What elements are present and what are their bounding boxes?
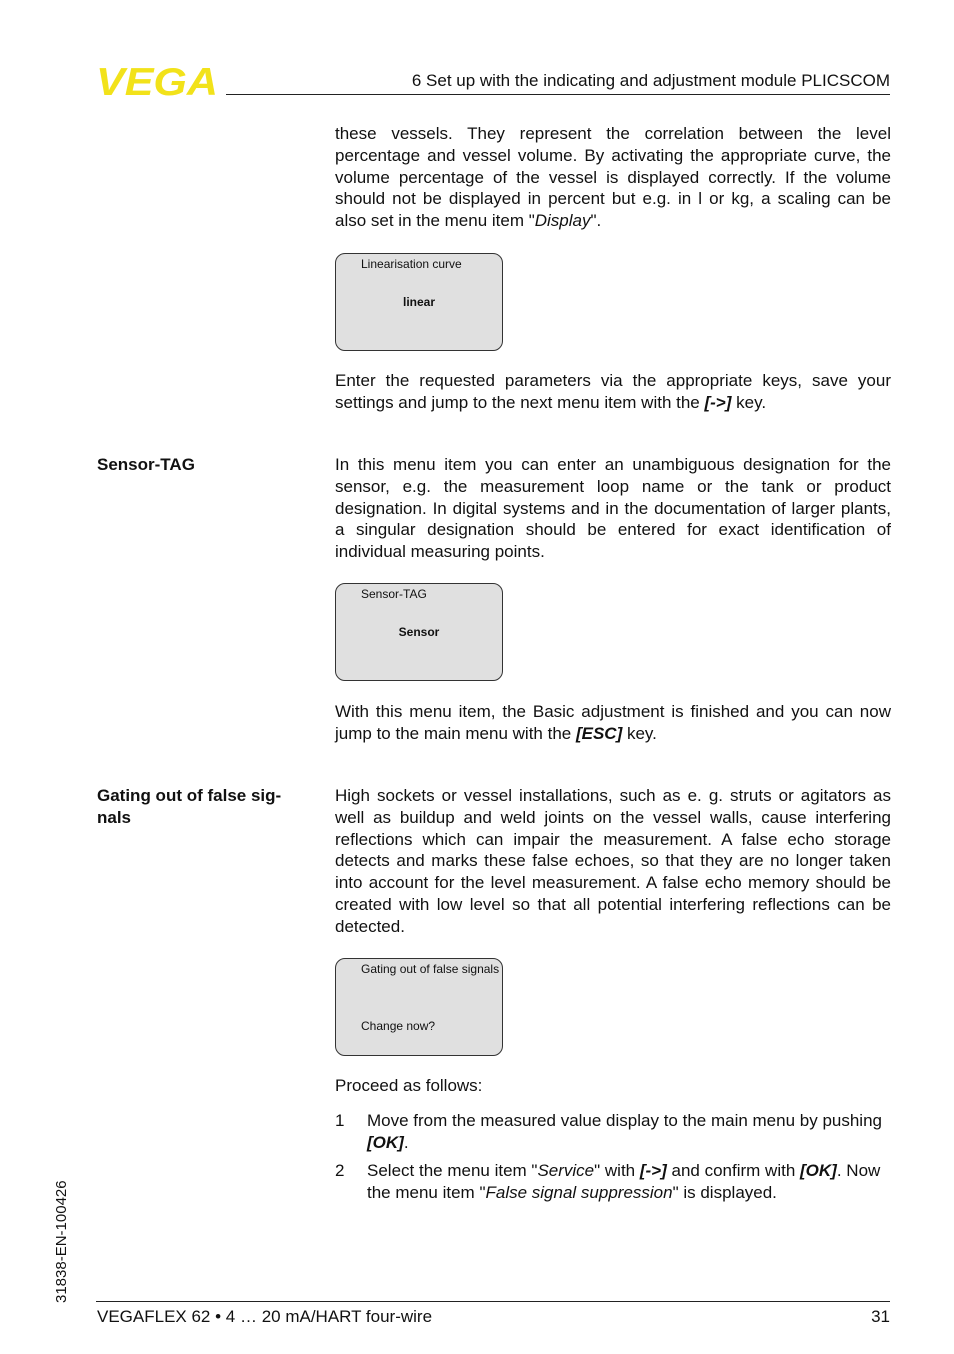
display-title: Gating out of false signals xyxy=(361,962,500,976)
basic-adjustment-finished-paragraph: With this menu item, the Basic adjustment is finished and you can now jump to the main menu with the [ESC] key. xyxy=(335,702,891,743)
section-label-sensor-tag: Sensor-TAG xyxy=(97,455,195,474)
step-1-text: Move from the measured value display to the main menu by pushing [OK]. xyxy=(367,1111,882,1152)
display-prompt: Change now? xyxy=(361,1019,436,1033)
intro-paragraph: these vessels. They represent the correlation between the level percentage and vessel volume. By activating the appropriate curve, the volume percentage of the vessel is displayed correctly. If the volume should not be displayed in percent but e.g. in l or kg, a scaling can be also set in the menu item "Display". xyxy=(335,124,891,231)
step-number: 1 xyxy=(335,1111,345,1130)
footer-divider xyxy=(96,1301,890,1302)
logo-wordmark: VEGA xyxy=(96,64,218,98)
step-2-text: Select the menu item "Service" with [->] and confirm with [OK]. Now the menu item "False signal suppression" is displayed. xyxy=(367,1161,881,1202)
footer-product: VEGAFLEX 62 • 4 … 20 mA/HART four-wire xyxy=(97,1307,433,1326)
chapter-heading: 6 Set up with the indicating and adjustment module PLICSCOM xyxy=(411,71,890,90)
display-title: Linearisation curve xyxy=(361,257,462,271)
display-value: Sensor xyxy=(398,625,440,639)
document-id: 31838-EN-100426 xyxy=(53,1180,70,1303)
display-gating xyxy=(335,958,503,1056)
key-ok: [OK] xyxy=(367,1132,404,1152)
display-linearisation-curve xyxy=(335,253,503,351)
step-number: 2 xyxy=(335,1161,345,1180)
sensor-tag-paragraph: In this menu item you can enter an unambiguous designation for the sensor, e.g. the measurement loop name or the tank or product designation. In digital systems and in the documentation of larger plants, a singular designation should be entered for exact identification of individual measuring points. xyxy=(335,455,891,562)
vega-logo xyxy=(96,64,220,98)
proceed-text: Proceed as follows: xyxy=(335,1076,483,1095)
display-value: linear xyxy=(402,295,435,309)
header-divider xyxy=(226,94,890,95)
key-arrow: [->] xyxy=(639,1161,667,1180)
gating-paragraph: High sockets or vessel installations, such as e. g. struts or agitators as well as buildup and weld joints on the vessel walls, cause interfering reflections which can impair the measurement. A false echo storage detects and marks these false echoes, so that they are no longer taken into account for the level measurement. A false echo memory should be created with low level so that all potential interfering reflections can be detected. xyxy=(335,786,891,936)
section-label-gating: Gating out of false sig- nals xyxy=(97,786,282,827)
display-sensor-tag xyxy=(335,583,503,681)
display-title: Sensor-TAG xyxy=(361,587,427,601)
key-arrow: [->] xyxy=(704,392,732,412)
key-ok: [OK] xyxy=(800,1161,837,1180)
save-parameters-paragraph: Enter the requested parameters via the appropriate keys, save your settings and jump to the next menu item with the [->] key. xyxy=(335,371,891,412)
page-number: 31 xyxy=(871,1307,890,1326)
key-esc: [ESC] xyxy=(575,723,623,743)
